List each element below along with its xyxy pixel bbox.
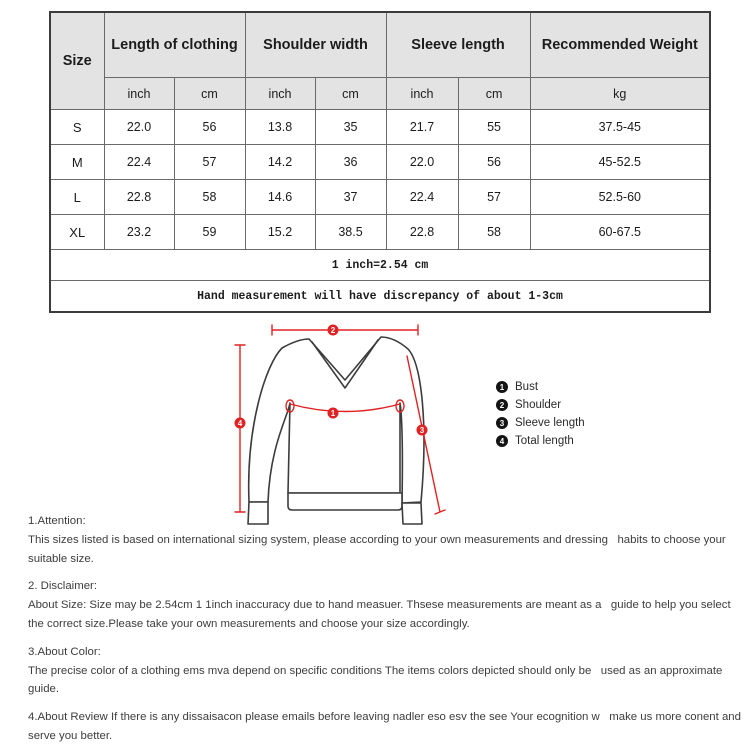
cell: 58 xyxy=(458,215,530,250)
cell: L xyxy=(50,180,104,215)
cell: 56 xyxy=(458,145,530,180)
cell: 56 xyxy=(174,110,245,145)
cell: 58 xyxy=(174,180,245,215)
unit-header: kg xyxy=(530,78,710,110)
hem-band xyxy=(288,493,402,510)
table-note-row xyxy=(50,250,710,281)
cell: M xyxy=(50,145,104,180)
unit-header: inch xyxy=(386,78,458,110)
cell: 38.5 xyxy=(315,215,386,250)
cell: 57 xyxy=(458,180,530,215)
cell: 22.0 xyxy=(386,145,458,180)
unit-header: inch xyxy=(245,78,315,110)
cell: 22.0 xyxy=(104,110,174,145)
size-table xyxy=(49,11,711,313)
legend-item-sleeve-length xyxy=(496,417,585,429)
shoulder-line xyxy=(272,325,418,335)
cell: 22.8 xyxy=(104,180,174,215)
cell: 14.2 xyxy=(245,145,315,180)
sweater-outline xyxy=(248,337,424,524)
cell: 60-67.5 xyxy=(530,215,710,250)
marker-total-length xyxy=(235,418,246,429)
legend-item-shoulder xyxy=(496,399,585,411)
table-row xyxy=(50,215,710,250)
cell: 52.5-60 xyxy=(530,180,710,215)
cell: 22.4 xyxy=(104,145,174,180)
table-units-row xyxy=(50,78,710,110)
col-header-size: Size xyxy=(50,12,104,110)
disclaimer-heading: 2. Disclaimer: xyxy=(28,580,97,593)
svg-text:2: 2 xyxy=(330,326,336,335)
marker-bust xyxy=(328,408,339,419)
about-review-section xyxy=(28,708,744,746)
cell: 37 xyxy=(315,180,386,215)
cell: 37.5-45 xyxy=(530,110,710,145)
cell: 23.2 xyxy=(104,215,174,250)
svg-text:4: 4 xyxy=(237,419,243,428)
cell: 36 xyxy=(315,145,386,180)
cell: 13.8 xyxy=(245,110,315,145)
sweater-body xyxy=(249,337,424,503)
svg-text:3: 3 xyxy=(419,426,425,435)
legend-badge-3: 3 xyxy=(496,417,508,429)
attention-section xyxy=(28,512,744,568)
unit-header: cm xyxy=(174,78,245,110)
legend-item-total-length xyxy=(496,435,585,447)
col-header-sleeve: Sleeve length xyxy=(386,12,530,78)
cell: 22.8 xyxy=(386,215,458,250)
legend-label: Total length xyxy=(515,435,574,447)
attention-heading: 1.Attention: xyxy=(28,515,86,527)
col-header-length: Length of clothing xyxy=(104,12,245,78)
svg-text:1: 1 xyxy=(330,409,336,418)
cell: 55 xyxy=(458,110,530,145)
marker-sleeve-length xyxy=(417,425,428,436)
cell: 59 xyxy=(174,215,245,250)
legend-label: Shoulder xyxy=(515,399,562,411)
col-header-shoulder: Shoulder width xyxy=(245,12,386,78)
cell: 22.4 xyxy=(386,180,458,215)
attention-body: This sizes listed is based on international sizing system, please according to your own measurements and dressing habits to choose your suitable size. xyxy=(28,533,729,565)
disclaimer-body: About Size: Size may be 2.54cm 1 1inch inaccuracy due to hand measuer. Thsese measurements are meant as a guide to help you select the correct size.Please take your own measurements and choose your size accordingly. xyxy=(28,599,734,630)
cell: S xyxy=(50,110,104,145)
cell: 15.2 xyxy=(245,215,315,250)
inch-conversion-note: 1 inch=2.54 cm xyxy=(50,250,710,281)
col-header-weight: Recommended Weight xyxy=(530,12,710,78)
measurement-discrepancy-note: Hand measurement will have discrepancy of about 1-3cm xyxy=(50,281,710,313)
cell: 45-52.5 xyxy=(530,145,710,180)
measurement-legend xyxy=(496,381,585,447)
legend-badge-4: 4 xyxy=(496,435,508,447)
unit-header: cm xyxy=(458,78,530,110)
about-review-body: 4.About Review If there is any dissaisacon please emails before leaving nadler eso esv the see Your ecognition w make us more conent and serve you better. xyxy=(28,711,745,742)
table-row xyxy=(50,110,710,145)
table-row xyxy=(50,145,710,180)
cell: 35 xyxy=(315,110,386,145)
about-color-heading: 3.About Color: xyxy=(28,645,101,658)
table-header-row xyxy=(50,12,710,78)
notes-text-block xyxy=(28,512,744,750)
legend-label: Bust xyxy=(515,381,539,393)
disclaimer-section xyxy=(28,577,744,633)
legend-label: Sleeve length xyxy=(515,417,585,429)
table-note-row xyxy=(50,281,710,313)
cell: 14.6 xyxy=(245,180,315,215)
table-row xyxy=(50,180,710,215)
cell: 21.7 xyxy=(386,110,458,145)
about-color-body: The precise color of a clothing ems mva depend on specific conditions The items colors depicted should only be used as an approximate guide. xyxy=(28,664,726,696)
about-color-section xyxy=(28,643,744,699)
legend-badge-2: 2 xyxy=(496,399,508,411)
legend-badge-1: 1 xyxy=(496,381,508,393)
unit-header: cm xyxy=(315,78,386,110)
sweater-measurement-diagram xyxy=(222,316,492,536)
cell: XL xyxy=(50,215,104,250)
marker-shoulder xyxy=(328,325,339,336)
cell: 57 xyxy=(174,145,245,180)
unit-header: inch xyxy=(104,78,174,110)
legend-item-bust xyxy=(496,381,585,393)
